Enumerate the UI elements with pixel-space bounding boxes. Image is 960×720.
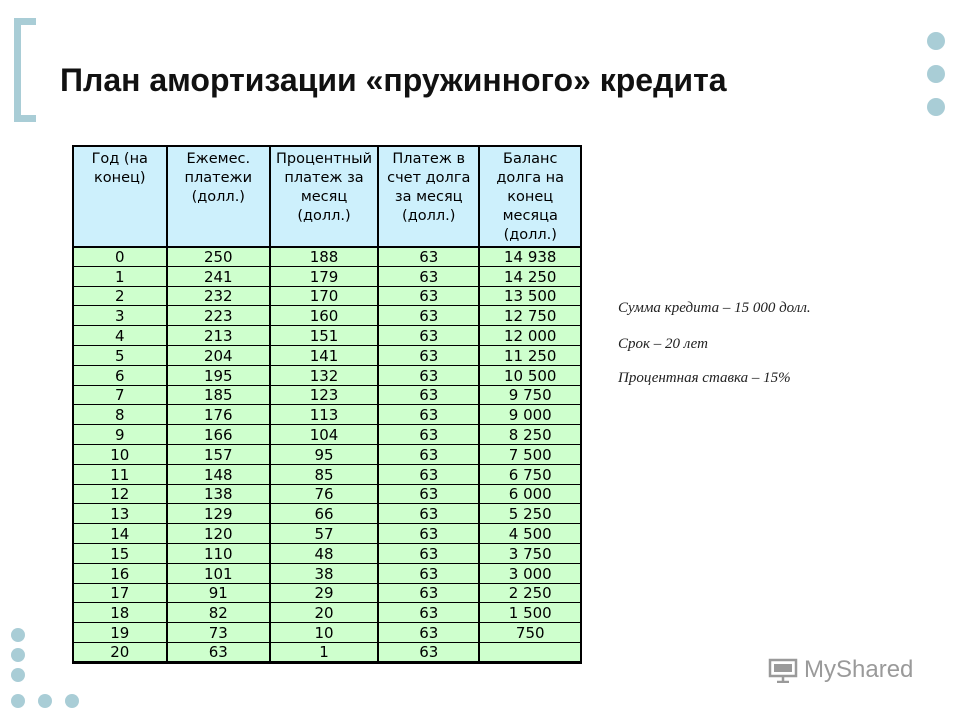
table-row: [73, 504, 581, 524]
table-cell: 20: [270, 603, 378, 623]
table-cell: 101: [167, 564, 271, 584]
table-row: [73, 544, 581, 564]
table-cell: 63: [378, 346, 480, 366]
table-cell: 10: [270, 623, 378, 643]
table-cell: 3: [73, 306, 167, 326]
table-cell: 95: [270, 445, 378, 465]
table-cell: 63: [378, 405, 480, 425]
table-cell: 82: [167, 603, 271, 623]
table-row: [73, 425, 581, 445]
table-cell: 63: [378, 366, 480, 386]
table-cell: 157: [167, 445, 271, 465]
table-cell: 213: [167, 326, 271, 346]
table-row: [73, 623, 581, 643]
table-cell: 63: [378, 544, 480, 564]
table-cell: 48: [270, 544, 378, 564]
table-cell: 1: [270, 643, 378, 663]
table-cell: 63: [378, 326, 480, 346]
table-cell: 4: [73, 326, 167, 346]
table-cell: 63: [378, 465, 480, 485]
table-cell: 120: [167, 524, 271, 544]
table-row: [73, 643, 581, 663]
table-row: [73, 564, 581, 584]
table-cell: 63: [378, 445, 480, 465]
table-row: [73, 306, 581, 326]
decor-dot: [65, 694, 79, 708]
table-cell: 91: [167, 584, 271, 604]
table-cell: 232: [167, 287, 271, 307]
slide-title: План амортизации «пружинного» кредита: [60, 62, 727, 98]
table-cell: 63: [378, 623, 480, 643]
table-cell: 76: [270, 485, 378, 505]
table-cell: 66: [270, 504, 378, 524]
table-cell: 12 000: [479, 326, 581, 346]
table-cell: 132: [270, 366, 378, 386]
table-cell: 223: [167, 306, 271, 326]
table-cell: 138: [167, 485, 271, 505]
table-row: [73, 366, 581, 386]
table-row: [73, 346, 581, 366]
table-cell: 141: [270, 346, 378, 366]
table-cell: 63: [378, 504, 480, 524]
watermark-text: MyShared: [804, 656, 914, 683]
table-cell: 63: [378, 564, 480, 584]
table-cell: 9: [73, 425, 167, 445]
table-cell: 8: [73, 405, 167, 425]
table-cell: 1: [73, 267, 167, 287]
table-cell: 63: [378, 524, 480, 544]
table-cell: 63: [378, 485, 480, 505]
decor-dot: [927, 98, 945, 116]
table-cell: 204: [167, 346, 271, 366]
table-cell: 6 750: [479, 465, 581, 485]
table-row: [73, 603, 581, 623]
table-cell: 5: [73, 346, 167, 366]
table-cell: 7: [73, 386, 167, 406]
table-row: [73, 267, 581, 287]
table-cell: 5 250: [479, 504, 581, 524]
table-cell: 73: [167, 623, 271, 643]
table-cell: 250: [167, 247, 271, 267]
table-cell: 10 500: [479, 366, 581, 386]
table-cell: 20: [73, 643, 167, 663]
table-cell: 63: [167, 643, 271, 663]
decor-dot: [927, 65, 945, 83]
table-cell: 113: [270, 405, 378, 425]
table-cell: 63: [378, 584, 480, 604]
table-cell: 63: [378, 386, 480, 406]
presentation-board-icon: [768, 657, 798, 683]
decorative-bracket: [14, 18, 36, 122]
table-cell: 14 250: [479, 267, 581, 287]
table-cell: 10: [73, 445, 167, 465]
table-cell: 179: [270, 267, 378, 287]
table-cell: 29: [270, 584, 378, 604]
header-principal-payment: Платеж в счет долга за месяц (долл.): [378, 146, 480, 247]
table-cell: 63: [378, 247, 480, 267]
table-cell: 11 250: [479, 346, 581, 366]
table-cell: 8 250: [479, 425, 581, 445]
table-cell: 63: [378, 287, 480, 307]
table-cell: 129: [167, 504, 271, 524]
table-cell: 13 500: [479, 287, 581, 307]
table-cell: 4 500: [479, 524, 581, 544]
table-cell: 63: [378, 603, 480, 623]
table-cell: 123: [270, 386, 378, 406]
table-row: [73, 445, 581, 465]
table-row: [73, 247, 581, 267]
table-cell: 63: [378, 425, 480, 445]
table-cell: 3 000: [479, 564, 581, 584]
table-body: [73, 247, 581, 663]
table-cell: 7 500: [479, 445, 581, 465]
table-cell: 13: [73, 504, 167, 524]
table-row: [73, 465, 581, 485]
table-cell: 170: [270, 287, 378, 307]
table-cell: 14 938: [479, 247, 581, 267]
interest-rate-text: Процентная ставка – 15%: [618, 370, 791, 386]
table-row: [73, 405, 581, 425]
table-row: [73, 524, 581, 544]
table-cell: 19: [73, 623, 167, 643]
table-cell: 18: [73, 603, 167, 623]
table-cell: 9 000: [479, 405, 581, 425]
table-cell: 241: [167, 267, 271, 287]
table-cell: 750: [479, 623, 581, 643]
table-cell: 6: [73, 366, 167, 386]
table-cell: 1 500: [479, 603, 581, 623]
decor-dot: [11, 668, 25, 682]
decor-dot: [11, 628, 25, 642]
decor-dot: [11, 694, 25, 708]
table-cell: 176: [167, 405, 271, 425]
table-cell: 17: [73, 584, 167, 604]
table-row: [73, 386, 581, 406]
watermark: [768, 656, 913, 684]
table-cell: 166: [167, 425, 271, 445]
loan-amount-text: Сумма кредита – 15 000 долл.: [618, 300, 811, 316]
table-cell: 63: [378, 306, 480, 326]
table-cell: 57: [270, 524, 378, 544]
table-cell: 85: [270, 465, 378, 485]
decor-dot: [38, 694, 52, 708]
header-year: Год (на конец): [73, 146, 167, 247]
table-cell: 63: [378, 643, 480, 663]
table-cell: 9 750: [479, 386, 581, 406]
table-cell: 6 000: [479, 485, 581, 505]
table-cell: 16: [73, 564, 167, 584]
amortization-table: [72, 145, 582, 664]
table-cell: 63: [378, 267, 480, 287]
header-interest-payment: Процентный платеж за месяц (долл.): [270, 146, 378, 247]
table-cell: 2: [73, 287, 167, 307]
header-balance: Баланс долга на конец месяца (долл.): [479, 146, 581, 247]
table-header-row: [73, 146, 581, 247]
table-cell: 110: [167, 544, 271, 564]
table-cell: 3 750: [479, 544, 581, 564]
table-cell: [479, 643, 581, 663]
table-cell: 188: [270, 247, 378, 267]
table-row: [73, 485, 581, 505]
decor-dot: [11, 648, 25, 662]
table-cell: 2 250: [479, 584, 581, 604]
table-cell: 160: [270, 306, 378, 326]
table-cell: 12 750: [479, 306, 581, 326]
table-row: [73, 584, 581, 604]
table-cell: 12: [73, 485, 167, 505]
table-cell: 38: [270, 564, 378, 584]
table-cell: 11: [73, 465, 167, 485]
header-monthly-payment: Ежемес. платежи (долл.): [167, 146, 271, 247]
table-cell: 185: [167, 386, 271, 406]
table-cell: 195: [167, 366, 271, 386]
table-cell: 104: [270, 425, 378, 445]
table-cell: 151: [270, 326, 378, 346]
table-cell: 0: [73, 247, 167, 267]
table-row: [73, 326, 581, 346]
loan-term-text: Срок – 20 лет: [618, 336, 708, 352]
decor-dot: [927, 32, 945, 50]
table-cell: 15: [73, 544, 167, 564]
table-row: [73, 287, 581, 307]
table-cell: 148: [167, 465, 271, 485]
table-cell: 14: [73, 524, 167, 544]
